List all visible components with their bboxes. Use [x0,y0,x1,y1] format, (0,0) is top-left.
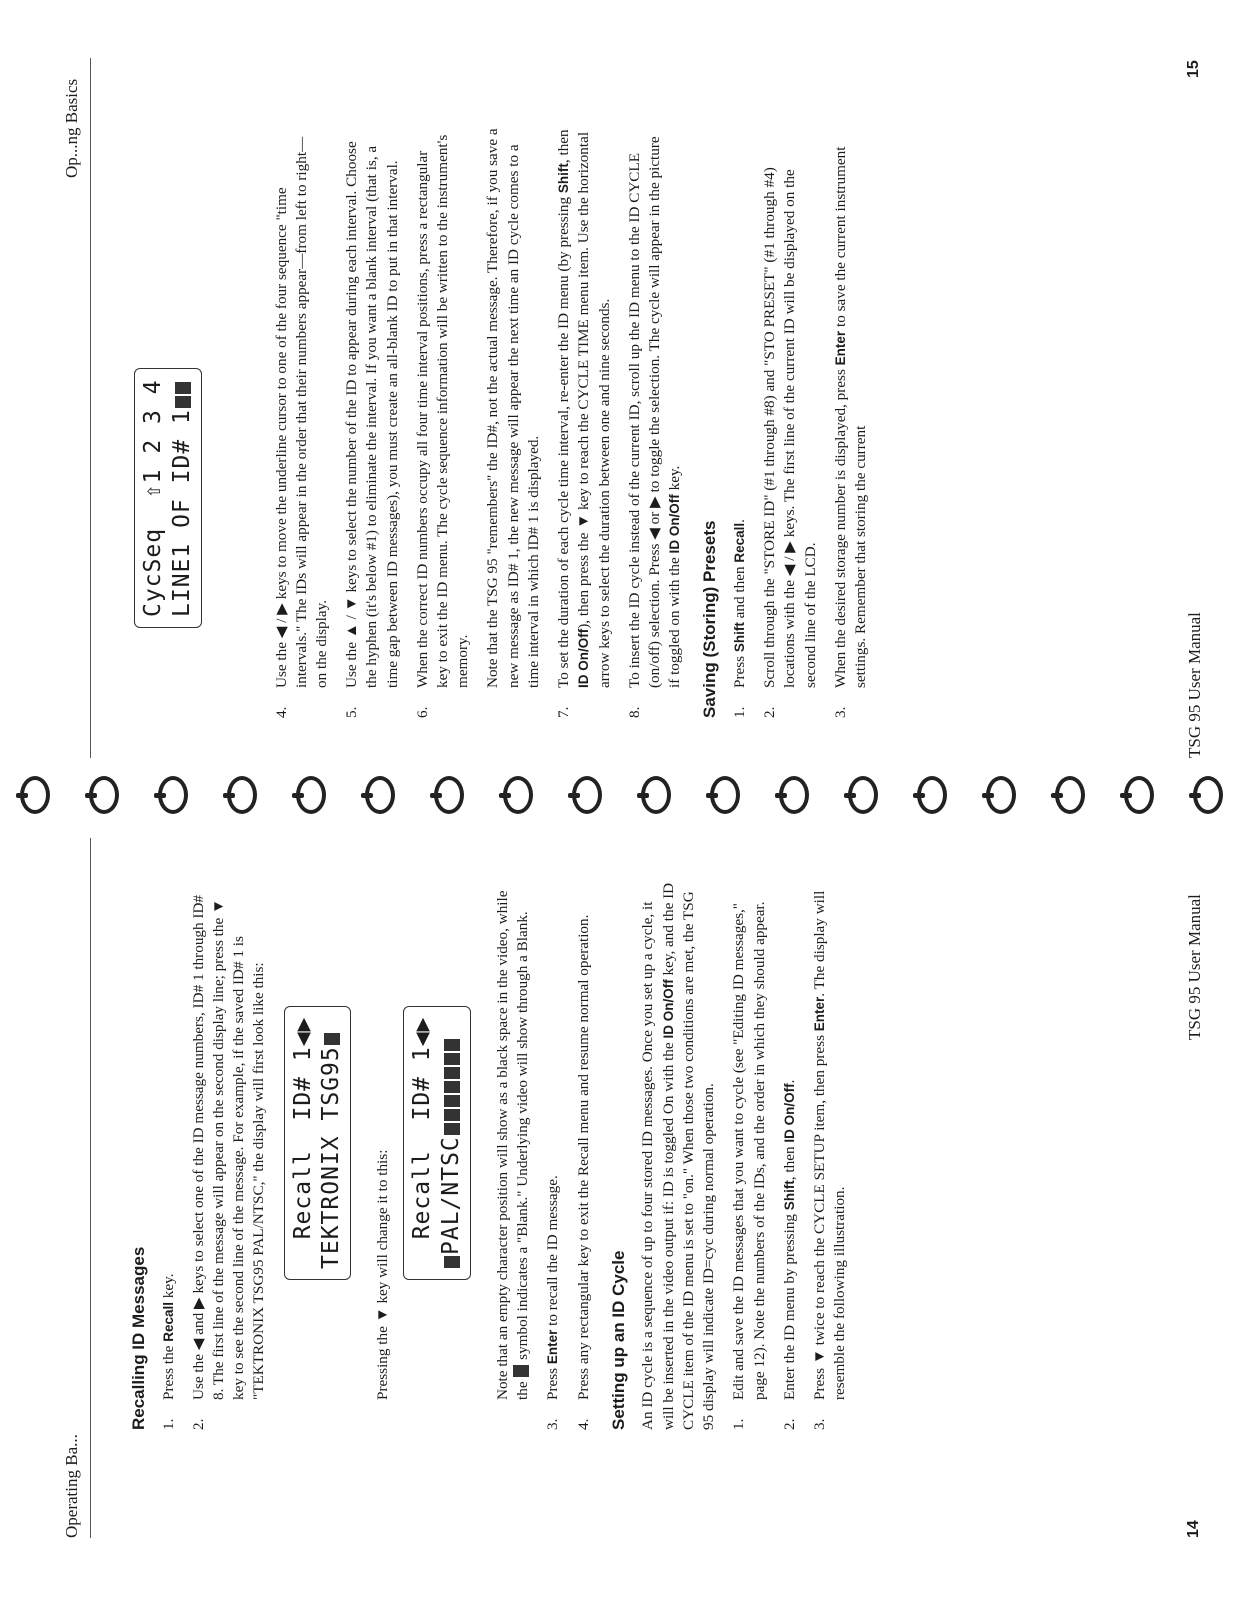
id-onoff-key-label: ID On/Off [667,494,683,554]
presets-heading: Saving (Storing) Presets [700,520,720,718]
recall-key-label: Recall [732,522,748,563]
cycle-steps-cont [272,128,686,718]
enter-key-label: Enter [832,330,848,366]
binding-ring [917,776,947,814]
recall-key-label: Recall [160,1302,176,1342]
binding-ring [503,776,533,814]
list-item: 1. Press the Recall key. [159,1273,177,1430]
blank-symbol-icon [444,1109,460,1121]
list-item: 2. Scroll through the "STORE ID" (#1 through #8) and "STO PRESET" (#1 through #4) locations with the ◀ / ▶ keys. The first line of the current ID will be displayed on the second line of the LCD. [761,167,819,718]
blank-symbol-icon [175,382,191,394]
right-running-header: Op...ng Basics [62,78,81,178]
cycle-intro: An ID cycle is a sequence of up to four stored ID messages. Once you set up a cycle, it will be inserted in the video output if: ID is toggled On with the ID On/Off key, and the ID CYCLE item of the ID menu is set to "on." When those two conditions are met, the TSG 95 display will indicate ID=cyc during normal operation. [639,882,718,1430]
binding-ring [779,776,809,814]
list-item: 3. Press ▼ twice to reach the CYCLE SETUP item, then press Enter. The display will resemble the following illustration. [810,890,849,1430]
binding-ring [1193,776,1223,814]
list-item: 8. To insert the ID cycle instead of the current ID, scroll up the ID menu to the ID CYCLE (on/off) selection. Press ◀ or ▶ to toggle the selection. The cycle will appear in the picture if toggled on with the ID On/Off key. [625,136,684,718]
lcd-display-3: CycSeq ⇧1 2 3 4 LINE1 OF ID# 1 [134,368,202,628]
binding-ring [1124,776,1154,814]
list-item: 6. When the correct ID numbers occupy all four time interval positions, press a rectangular key to exit the ID menu. The cycle sequence information will be written to the instrument's memory. Note that the TSG 95 "remembers" the ID#, not the actual message. Therefore, if you save a new message as ID# 1, the new message will appear the next time an ID cycle comes to a time interval in which ID# 1 is displayed. [413,128,544,718]
recall-steps [159,880,270,1430]
blank-symbol-icon [324,1033,340,1045]
right-footer-title: TSG 95 User Manual [1185,612,1204,758]
pressing-text: Pressing the ▼ key will change it to this: [374,1149,392,1400]
list-item: 2. Use the ◀ and ▶ keys to select one of the ID message numbers, ID# 1 through ID# 8. The first line of the message will appear on the second display line; press the ▼ key to see the second line of the message. For example, if the saved ID# 1 is "TEKTRONIX TSG95 PAL/NTSC," the display will first look like this: [189,894,268,1430]
shift-key-label: Shift [556,163,572,194]
blank-symbol-icon [444,1039,460,1051]
list-item: 4. Press any rectangular key to exit the Recall menu and resume normal operation. [574,914,592,1430]
lcd-display-3-wrap [134,128,202,718]
shift-key-label: Shift [781,1180,797,1211]
blank-symbol-icon [444,1256,460,1268]
enter-key-label: Enter [811,996,827,1032]
lcd-display-2: Recall ID# 1◀▶ PAL/NTSC [403,1006,471,1280]
binding-ring [20,776,50,814]
list-item: 3. When the desired storage number is displayed, press Enter to save the current instrument settings. Remember that storing the current [831,146,870,718]
list-item: 1. Press Shift and then Recall. [731,519,749,718]
binding-ring [572,776,602,814]
cycle-heading: Setting up an ID Cycle [608,1250,628,1430]
blank-symbol-icon [444,1053,460,1065]
binding-ring [365,776,395,814]
id-onoff-key-label: ID On/Off [781,1083,797,1143]
left-page [0,822,1237,1600]
binding-ring [296,776,326,814]
id-onoff-key-label: ID On/Off [660,979,676,1039]
binding-ring [227,776,257,814]
binding-ring [434,776,464,814]
binding-ring [848,776,878,814]
blank-symbol-icon [444,1123,460,1135]
spiral-binding [0,778,1237,822]
remembers-note: Note that the TSG 95 "remembers" the ID#, not the actual message. Therefore, if you save a new message as ID# 1, the new message will appear the next time an ID cycle comes to a time interval in which ID# 1 is displayed. [484,128,542,688]
right-header-rule [90,58,91,758]
binding-ring [641,776,671,814]
blank-symbol-icon [513,1365,529,1377]
id-onoff-key-label: ID On/Off [576,628,592,688]
enter-key-label: Enter [545,1329,561,1365]
right-body [128,128,885,718]
left-footer-title: TSG 95 User Manual [1185,894,1204,1040]
binding-ring [89,776,119,814]
binding-ring [710,776,740,814]
blank-note: Note that an empty character position will show as a black space in the video, while the symbol indicates a "Blank." Underlying video will show through a Blank. [493,890,532,1400]
shift-key-label: Shift [732,622,748,653]
left-page-number: 14 [1185,1520,1202,1538]
left-body [128,880,864,1430]
lcd-display-1-wrap [284,880,352,1430]
right-page-number: 15 [1185,60,1202,78]
binding-ring [1055,776,1085,814]
left-header-rule [90,838,91,1538]
blank-symbol-icon [444,1081,460,1093]
lcd-display-2-wrap [403,880,471,1430]
list-item: 5. Use the ▲ / ▼ keys to select the number of the ID to appear during each interval. Choose the hyphen (it's below #1) to eliminate the interval. If you want a blank interval (that is, a time gap between ID messages), you must create an all-blank ID to put in that interval. [343,141,401,718]
blank-symbol-icon [175,396,191,408]
recall-steps-cont [543,880,593,1430]
left-running-header: Operating Ba... [62,1434,81,1538]
list-item: 7. To set the duration of each cycle time interval, re-enter the ID menu (by pressing Shift, then ID On/Off), then press the ▼ key to reach the CYCLE TIME menu item. Use the horizontal arrow keys to select the duration between one and nine seconds. [555,129,613,718]
recall-heading: Recalling ID Messages [129,1246,148,1430]
list-item: 4. Use the ◀ / ▶ keys to move the underline cursor to one of the four sequence "time intervals." The IDs will appear in the order that their numbers appear—from left to right—on the display. [272,136,330,718]
presets-steps [730,128,871,718]
list-item: 1. Edit and save the ID messages that you want to cycle (see "Editing ID messages," page 12). Note the numbers of the IDs, and the order in which they should appear. [730,901,768,1430]
right-page [0,0,1237,778]
blank-symbol-icon [444,1095,460,1107]
lcd-display-1: Recall ID# 1◀▶ TEKTRONIX TSG95 [284,1006,352,1280]
cycle-steps [729,880,850,1430]
binding-ring [158,776,188,814]
list-item: 3. Press Enter to recall the ID message. [544,1175,562,1430]
blank-symbol-icon [444,1067,460,1079]
list-item: 2. Enter the ID menu by pressing Shift, then ID On/Off. [780,1079,798,1430]
binding-ring [986,776,1016,814]
